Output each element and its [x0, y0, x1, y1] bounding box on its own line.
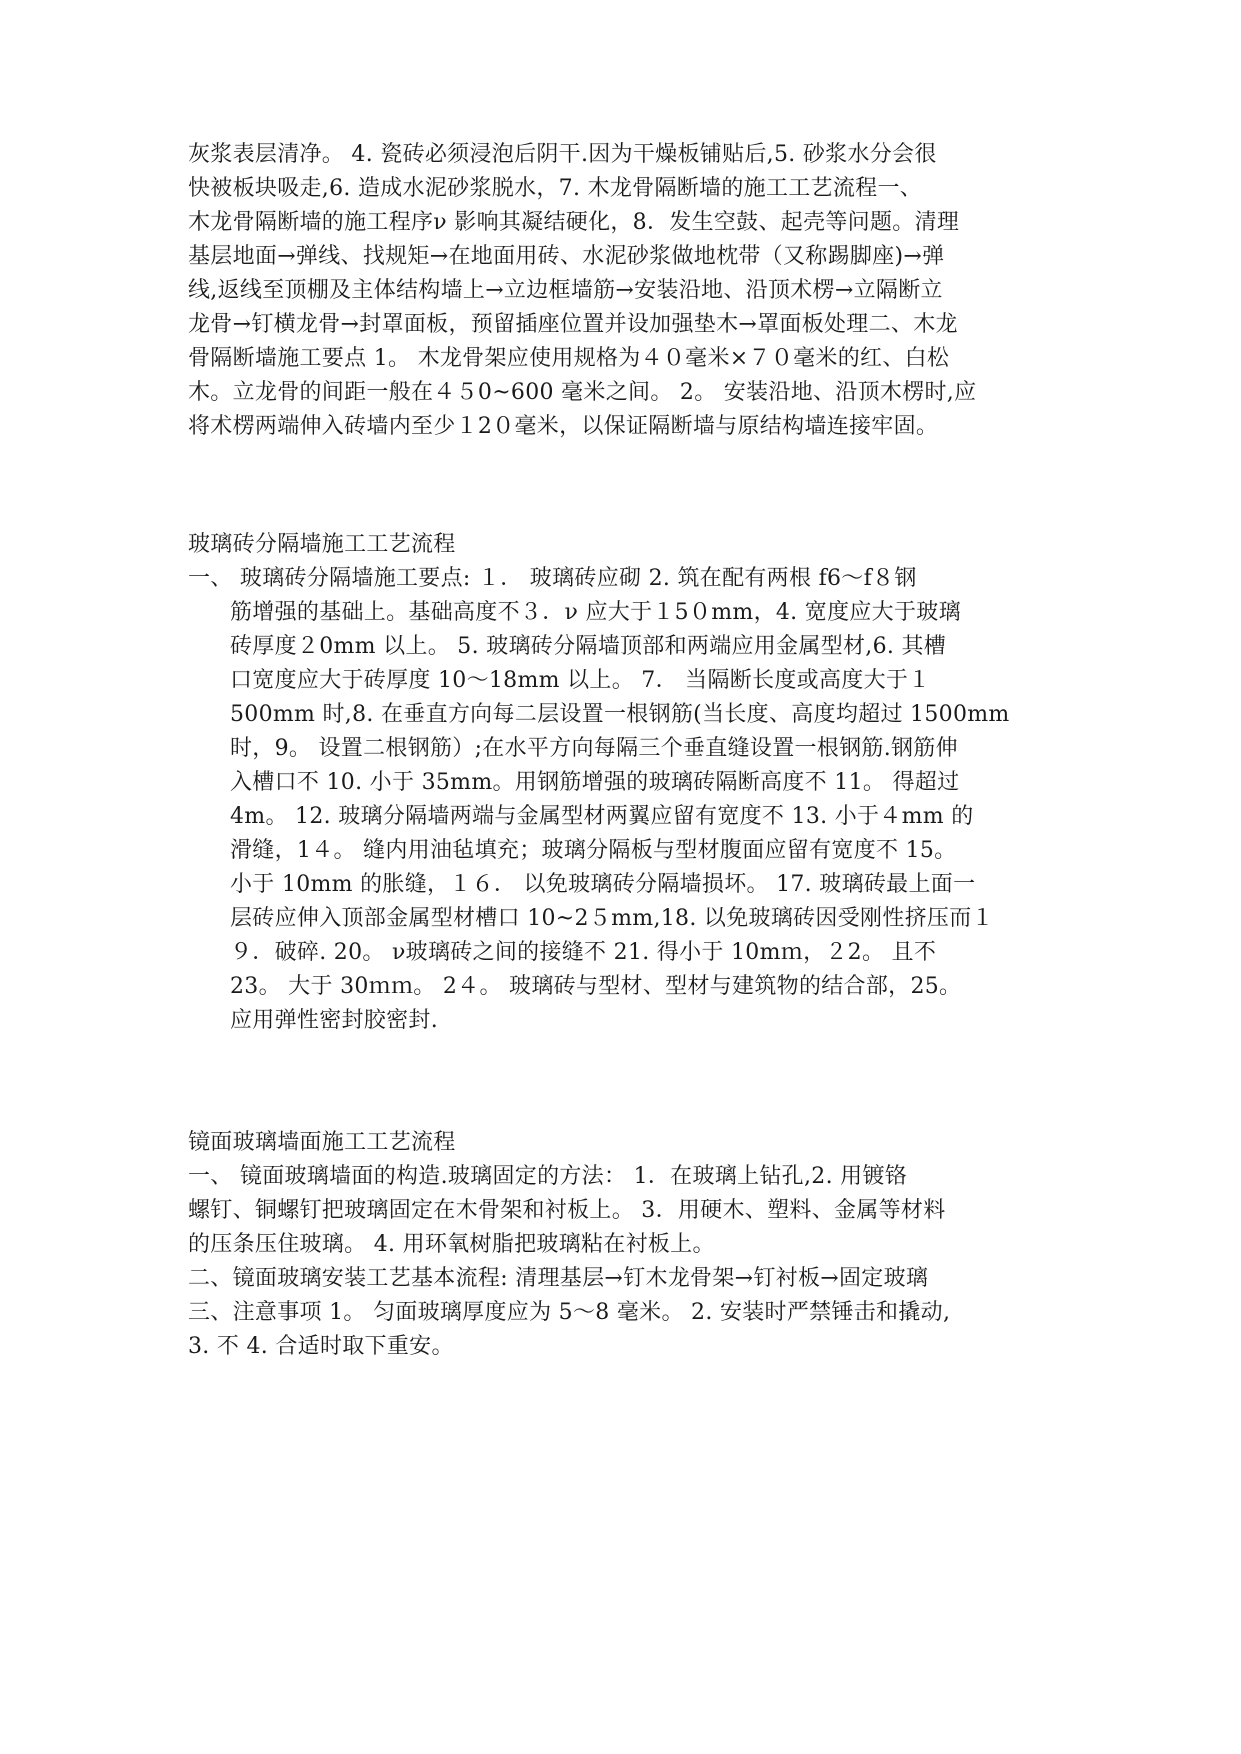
text-line: 基层地面→弹线、找规矩→在地面用砖、水泥砂浆做地枕带（又称踢脚座)→弹	[188, 244, 945, 269]
text-line: 口宽度应大于砖厚度 10～18mm 以上。 7． 当隔断长度或高度大于１	[230, 668, 931, 693]
text-line: 骨隔断墙施工要点 1。 木龙骨架应使用规格为４０毫米×７０毫米的红、白松	[188, 346, 950, 371]
text-line: 筋增强的基础上。基础高度不３．ν 应大于１5０mm，4. 宽度应大于玻璃	[230, 600, 961, 625]
text-line: 500mm 时,8. 在垂直方向每二层设置一根钢筋(当长度、高度均超过 1500mm	[230, 702, 1010, 727]
text-line: 木。立龙骨的间距一般在４５0~600 毫米之间。 2。 安装沿地、沿顶木楞时,应	[188, 380, 977, 405]
text-line: 木龙骨隔断墙的施工程序ν 影响其凝结硬化，8．发生空鼓、起壳等问题。清理	[188, 210, 960, 235]
text-line: 时，9。 设置二根钢筋）;在水平方向每隔三个垂直缝设置一根钢筋.钢筋伸	[230, 736, 958, 761]
text-line: 4m。 12. 玻璃分隔墙两端与金属型材两翼应留有宽度不 13. 小于４mm 的	[230, 804, 974, 829]
text-line: 一、 玻璃砖分隔墙施工要点: １． 玻璃砖应砌 2. 筑在配有两根 f6～f８钢	[188, 566, 917, 591]
text-line: 三、注意事项 1。 匀面玻璃厚度应为 5～8 毫米。 2. 安装时严禁锤击和撬动,	[188, 1300, 951, 1325]
section-mirror-glass-wall	[188, 1126, 1058, 1364]
text-line: 一、 镜面玻璃墙面的构造.玻璃固定的方法： 1．在玻璃上钻孔,2. 用镀铬	[188, 1164, 908, 1189]
text-line: ９．破碎. 20。 ν玻璃砖之间的接缝不 21. 得小于 10mｍ，２2。 且不	[230, 940, 937, 965]
text-line: 层砖应伸入顶部金属型材槽口 10~2５mm,18. 以免玻璃砖因受刚性挤压而１	[230, 906, 994, 931]
text-line: 小于 10mm 的胀缝，１６． 以免玻璃砖分隔墙损坏。 17. 玻璃砖最上面一	[230, 872, 976, 897]
section-wood-partition	[188, 138, 1058, 444]
text-line: 螺钉、铜螺钉把玻璃固定在木骨架和衬板上。 3．用硬木、塑料、金属等材料	[188, 1198, 946, 1223]
text-line: 应用弹性密封胶密封.	[230, 1008, 438, 1033]
text-line: 滑缝，1４。 缝内用油毡填充；玻璃分隔板与型材腹面应留有宽度不 15。	[230, 838, 957, 863]
text-line: 灰浆表层清净。 4. 瓷砖必须浸泡后阴干.因为干燥板铺贴后,5. 砂浆水分会很	[188, 142, 937, 167]
text-line: 将术楞两端伸入砖墙内至少１2０毫米，以保证隔断墙与原结构墙连接牢固。	[188, 414, 939, 439]
text-line: 3. 不 4. 合适时取下重安。	[188, 1334, 454, 1359]
text-line: 入槽口不 10. 小于 35mm。用钢筋增强的玻璃砖隔断高度不 11。 得超过	[230, 770, 960, 795]
section-heading: 镜面玻璃墙面施工工艺流程	[188, 1130, 456, 1155]
text-line: 23。 大于 30ｍｍ。 2４。 玻璃砖与型材、型材与建筑物的结合部，25。	[230, 974, 962, 999]
section-heading: 玻璃砖分隔墙施工工艺流程	[188, 532, 456, 557]
text-line: 的压条压住玻璃。 4. 用环氧树脂把玻璃粘在衬板上。	[188, 1232, 715, 1257]
text-line: 龙骨→钉横龙骨→封罩面板，预留插座位置并设加强垫木→罩面板处理二、木龙	[188, 312, 958, 337]
text-line: 砖厚度２0mm 以上。 5. 玻璃砖分隔墙顶部和两端应用金属型材,6. 其槽	[230, 634, 947, 659]
text-line: 线,返线至顶棚及主体结构墙上→立边框墙筋→安装沿地、沿顶术楞→立隔断立	[188, 278, 943, 303]
text-line: 快被板块吸走,6. 造成水泥砂浆脱水，7. 木龙骨隔断墙的施工工艺流程一、	[188, 176, 923, 201]
text-line: 二、镜面玻璃安装工艺基本流程: 清理基层→钉木龙骨架→钉衬板→固定玻璃	[188, 1266, 929, 1291]
section-glass-block-partition	[188, 528, 1058, 1038]
